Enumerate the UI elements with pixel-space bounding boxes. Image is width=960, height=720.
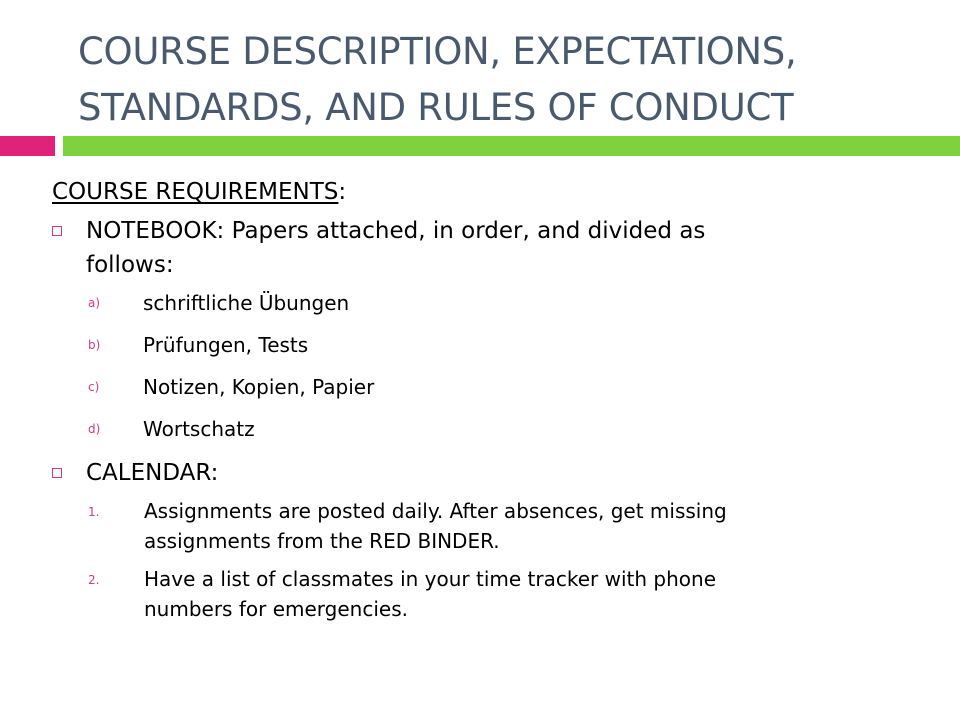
list-marker: 2. bbox=[88, 573, 100, 587]
list-marker: a) bbox=[88, 296, 101, 310]
slide-body bbox=[52, 174, 932, 632]
list-marker: c) bbox=[88, 380, 100, 394]
requirements-heading-text: COURSE REQUIREMENTS bbox=[52, 179, 339, 205]
slide-title bbox=[78, 24, 938, 136]
calendar-bullet bbox=[52, 456, 932, 490]
list-item bbox=[52, 330, 932, 360]
list-item-line-2: assignments from the RED BINDER. bbox=[144, 529, 500, 553]
calendar-text: CALENDAR: bbox=[86, 460, 219, 486]
list-item bbox=[52, 372, 932, 402]
notebook-bullet bbox=[52, 214, 932, 282]
notebook-text-line-1: NOTEBOOK: Papers attached, in order, and divided as bbox=[86, 218, 706, 244]
notebook-sublist bbox=[52, 288, 932, 444]
square-bullet-icon bbox=[52, 468, 62, 478]
list-item-line-2: numbers for emergencies. bbox=[144, 597, 408, 621]
notebook-text-line-2: follows: bbox=[86, 252, 174, 278]
green-accent-bar bbox=[63, 136, 960, 156]
list-item-text: schriftliche Übungen bbox=[143, 291, 350, 315]
list-item-text: Notizen, Kopien, Papier bbox=[143, 375, 375, 399]
requirements-heading bbox=[52, 174, 932, 210]
list-item-line-1: Assignments are posted daily. After absences, get missing bbox=[144, 499, 727, 523]
list-item bbox=[52, 564, 932, 624]
pink-accent-bar bbox=[0, 136, 55, 156]
title-line-2: STANDARDS, AND RULES OF CONDUCT bbox=[78, 86, 794, 129]
list-item bbox=[52, 496, 932, 556]
calendar-sublist bbox=[52, 496, 932, 624]
list-marker: d) bbox=[88, 422, 101, 436]
list-item bbox=[52, 414, 932, 444]
list-item bbox=[52, 288, 932, 318]
list-item-text: Wortschatz bbox=[143, 417, 255, 441]
list-item-text: Prüfungen, Tests bbox=[143, 333, 309, 357]
list-marker: 1. bbox=[88, 505, 100, 519]
square-bullet-icon bbox=[52, 226, 62, 236]
list-item-line-1: Have a list of classmates in your time tracker with phone bbox=[144, 567, 716, 591]
list-marker: b) bbox=[88, 338, 101, 352]
title-line-1: COURSE DESCRIPTION, EXPECTATIONS, bbox=[78, 30, 797, 73]
requirements-heading-colon: : bbox=[338, 179, 347, 205]
